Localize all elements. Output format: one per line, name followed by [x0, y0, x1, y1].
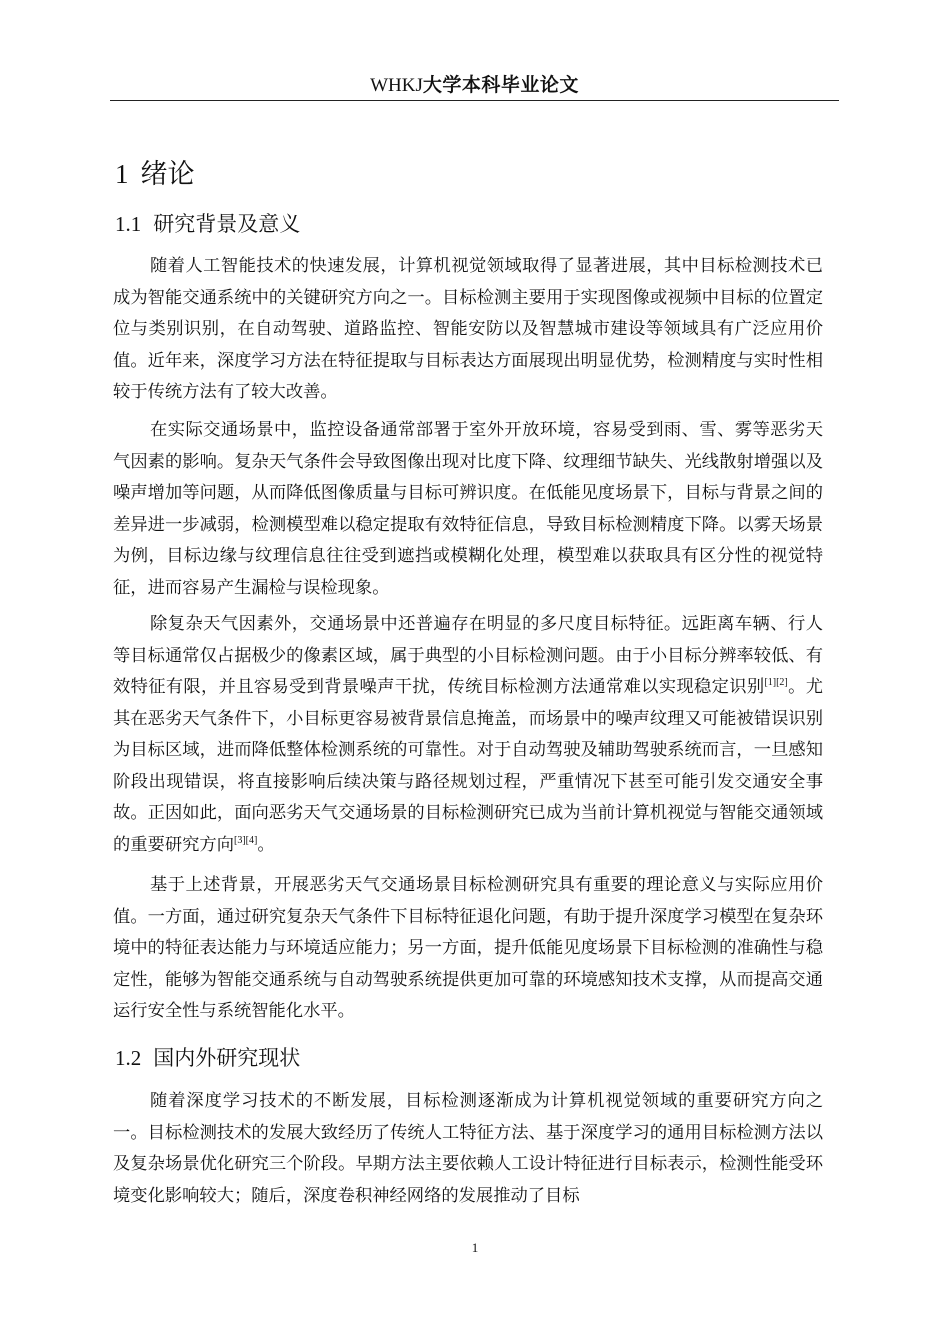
section-number: 1.2: [115, 1046, 142, 1070]
body-paragraph-4: 基于上述背景，开展恶劣天气交通场景目标检测研究具有重要的理论意义与实际应用价值。一方面，通过研究复杂天气条件下目标特征退化问题，有助于提升深度学习模型在复杂环境中的特征表达能力与环境适应能力；另一方面，提升低能见度场景下目标检测的准确性与稳定性，能够为智能交通系统与自动驾驶系统提供更加可靠的环境感知技术支撑，从而提高交通运行安全性与系统智能化水平。: [113, 875, 823, 1021]
section-heading-1-1: [115, 208, 300, 238]
running-header: [110, 70, 839, 97]
paragraph-3-text-a: 除复杂天气因素外，交通场景中还普遍存在明显的多尺度目标特征。远距离车辆、行人等目标通常仅占据极少的像素区域，属于典型的小目标检测问题。由于小目标分辨率较低、有效特征有限，并且容易受到背景噪声干扰，传统目标检测方法通常难以实现稳定识别: [113, 614, 823, 697]
header-prefix: WHKJ: [370, 75, 423, 96]
header-title: 大学本科毕业论文: [422, 74, 579, 96]
chapter-title: 绪论: [140, 159, 195, 190]
section-number: 1.1: [115, 212, 142, 236]
section-title: 国内外研究现状: [153, 1046, 301, 1070]
body-paragraph-1: 随着人工智能技术的快速发展，计算机视觉领域取得了显著进展，其中目标检测技术已成为智能交通系统中的关键研究方向之一。目标检测主要用于实现图像或视频中目标的位置定位与类别识别，在自动驾驶、道路监控、智能安防以及智慧城市建设等领域具有广泛应用价值。近年来，深度学习方法在特征提取与目标表达方面展现出明显优势，检测精度与实时性相较于传统方法有了较大改善。: [113, 256, 823, 402]
header-rule: [110, 100, 839, 101]
chapter-number: 1: [115, 159, 129, 189]
body-paragraph-5: 随着深度学习技术的不断发展，目标检测逐渐成为计算机视觉领域的重要研究方向之一。目标检测技术的发展大致经历了传统人工特征方法、基于深度学习的通用目标检测方法以及复杂场景优化研究三个阶段。早期方法主要依赖人工设计特征进行目标表示，检测性能受环境变化影响较大；随后，深度卷积神经网络的发展推动了目标: [113, 1091, 823, 1206]
section-heading-1-2: [115, 1042, 300, 1072]
paragraph-3-text-b: 。尤其在恶劣天气条件下，小目标更容易被背景信息掩盖，而场景中的噪声纹理又可能被错误识别为目标区域，进而降低整体检测系统的可靠性。对于自动驾驶及辅助驾驶系统而言，一旦感知阶段出现错误，将直接影响后续决策与路径规划过程，严重情况下甚至可能引发交通安全事故。正因如此，面向恶劣天气交通场景的目标检测研究已成为当前计算机视觉与智能交通领域的重要研究方向: [113, 677, 823, 855]
body-paragraph-3: [113, 609, 823, 861]
page-number: 1: [471, 1240, 479, 1255]
paragraph-3-text-c: 。: [257, 834, 275, 855]
body-paragraph-2: 在实际交通场景中，监控设备通常部署于室外开放环境，容易受到雨、雪、雾等恶劣天气因素的影响。复杂天气条件会导致图像出现对比度下降、纹理细节缺失、光线散射增强以及噪声增加等问题，从而降低图像质量与目标可辨识度。在低能见度场景下，目标与背景之间的差异进一步减弱，检测模型难以稳定提取有效特征信息，导致目标检测精度下降。以雾天场景为例，目标边缘与纹理信息往往受到遮挡或模糊化处理，模型难以获取具有区分性的视觉特征，进而容易产生漏检与误检现象。: [113, 420, 823, 598]
chapter-heading: [115, 152, 195, 191]
citation-3-4: [3][4]: [233, 834, 258, 846]
citation-1-2: [1][2]: [764, 677, 788, 688]
section-title: 研究背景及意义: [153, 212, 301, 236]
